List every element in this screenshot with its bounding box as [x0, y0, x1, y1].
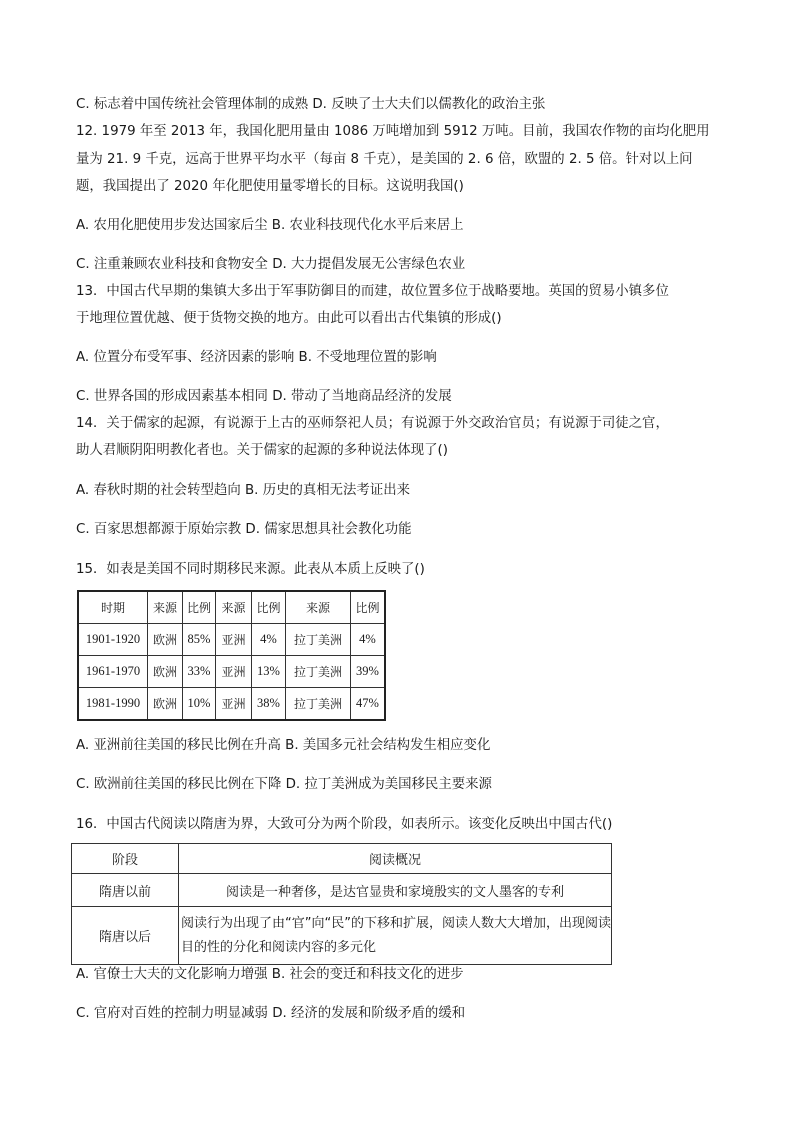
- q16-stem: 16．中国古代阅读以隋唐为界，大致可分为两个阶段，如表所示。该变化反映出中国古代(): [76, 817, 613, 832]
- table-header-cell: 比例: [252, 591, 286, 624]
- table-cell: 隋唐以前: [72, 874, 179, 907]
- table-cell: 拉丁美洲: [286, 624, 351, 656]
- table-row: [78, 656, 385, 688]
- table-cell: 1961-1970: [78, 656, 148, 688]
- table-cell: 亚洲: [216, 656, 252, 688]
- q14-options-cd: C. 百家思想都源于原始宗教 D. 儒家思想具社会教化功能: [76, 522, 412, 537]
- q12-options-cd: C. 注重兼顾农业科技和食物安全 D. 大力提倡发展无公害绿色农业: [76, 257, 466, 272]
- q12-stem-line-1: 12. 1979 年至 2013 年，我国化肥用量由 1086 万吨增加到 5912 万吨。目前，我国农作物的亩均化肥用: [76, 124, 710, 139]
- q12-options-ab: A. 农用化肥使用步发达国家后尘 B. 农业科技现代化水平后来居上: [76, 218, 464, 233]
- table-cell: 4%: [351, 624, 386, 656]
- table-cell: 拉丁美洲: [286, 656, 351, 688]
- table-cell: 亚洲: [216, 624, 252, 656]
- q15-options-ab: A. 亚洲前往美国的移民比例在升高 B. 美国多元社会结构发生相应变化: [76, 738, 491, 753]
- q12-stem-line-2: 量为 21. 9 千克，远高于世界平均水平（每亩 8 千克），是美国的 2. 6 倍，欧盟的 2. 5 倍。针对以上问: [76, 152, 693, 167]
- table-row: [72, 907, 612, 965]
- table-cell: 39%: [351, 656, 386, 688]
- table-cell: 38%: [252, 688, 286, 721]
- table-cell: 阅读是一种奢侈，是达官显贵和家境殷实的文人墨客的专利: [179, 874, 612, 907]
- table-header-cell: 来源: [286, 591, 351, 624]
- table-cell: 欧洲: [148, 624, 183, 656]
- q16-options-cd: C. 官府对百姓的控制力明显减弱 D. 经济的发展和阶级矛盾的缓和: [76, 1006, 466, 1021]
- q14-stem-line-1: 14．关于儒家的起源，有说源于上古的巫师祭祀人员；有说源于外交政治官员；有说源于司徒之官，: [76, 416, 669, 431]
- q14-stem-line-2: 助人君顺阴阳明教化者也。关于儒家的起源的多种说法体现了(): [76, 443, 448, 458]
- table-header-cell: 来源: [216, 591, 252, 624]
- table-header-cell: 时期: [78, 591, 148, 624]
- table-header-cell: 阅读概况: [179, 844, 612, 874]
- table-cell: 拉丁美洲: [286, 688, 351, 721]
- table-header-row: [78, 591, 385, 624]
- q16-reading-table: [71, 843, 612, 965]
- table-row: [78, 688, 385, 721]
- table-cell: 1901-1920: [78, 624, 148, 656]
- q12-stem-line-3: 题，我国提出了 2020 年化肥使用量零增长的目标。这说明我国(): [76, 179, 464, 194]
- q11-options-cd: C. 标志着中国传统社会管理体制的成熟 D. 反映了士大夫们以儒教化的政治主张: [76, 97, 546, 112]
- q15-options-cd: C. 欧洲前往美国的移民比例在下降 D. 拉丁美洲成为美国移民主要来源: [76, 777, 492, 792]
- table-row: [72, 874, 612, 907]
- q16-options-ab: A. 官僚士大夫的文化影响力增强 B. 社会的变迁和科技文化的进步: [76, 967, 464, 982]
- table-cell: 47%: [351, 688, 386, 721]
- table-cell: 10%: [183, 688, 216, 721]
- q13-stem-line-1: 13．中国古代早期的集镇大多出于军事防御目的而建，故位置多位于战略要地。英国的贸易小镇多位: [76, 284, 669, 299]
- table-header-cell: 阶段: [72, 844, 179, 874]
- table-cell: 阅读行为出现了由“官”向“民”的下移和扩展，阅读人数大大增加，出现阅读目的性的分化和阅读内容的多元化: [179, 907, 612, 965]
- table-cell: 隋唐以后: [72, 907, 179, 965]
- table-cell: 亚洲: [216, 688, 252, 721]
- table-cell: 33%: [183, 656, 216, 688]
- table-row: [78, 624, 385, 656]
- q13-options-ab: A. 位置分布受军事、经济因素的影响 B. 不受地理位置的影响: [76, 350, 437, 365]
- table-cell: 4%: [252, 624, 286, 656]
- q13-options-cd: C. 世界各国的形成因素基本相同 D. 带动了当地商品经济的发展: [76, 389, 452, 404]
- table-cell: 1981-1990: [78, 688, 148, 721]
- q15-stem: 15．如表是美国不同时期移民来源。此表从本质上反映了(): [76, 562, 425, 577]
- table-header-cell: 来源: [148, 591, 183, 624]
- table-cell: 欧洲: [148, 688, 183, 721]
- q14-options-ab: A. 春秋时期的社会转型趋向 B. 历史的真相无法考证出来: [76, 483, 410, 498]
- q13-stem-line-2: 于地理位置优越、便于货物交换的地方。由此可以看出古代集镇的形成(): [76, 311, 502, 326]
- q15-immigration-table: [77, 590, 386, 721]
- table-cell: 13%: [252, 656, 286, 688]
- table-cell: 85%: [183, 624, 216, 656]
- table-cell: 欧洲: [148, 656, 183, 688]
- table-header-cell: 比例: [351, 591, 386, 624]
- table-header-row: [72, 844, 612, 874]
- table-header-cell: 比例: [183, 591, 216, 624]
